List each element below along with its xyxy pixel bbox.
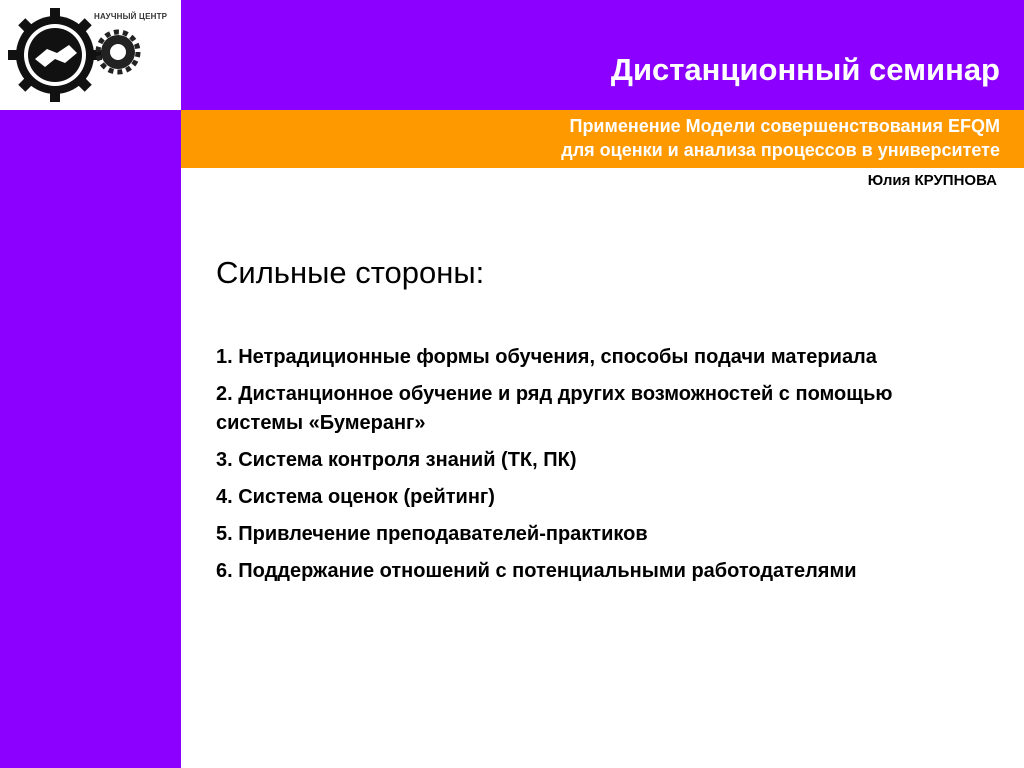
author-name: Юлия КРУПНОВА: [867, 172, 997, 189]
list-item: 2. Дистанционное обучение и ряд других возможностей с помощью системы «Бумеранг»: [216, 383, 893, 434]
seminar-title: Дистанционный семинар: [610, 52, 1000, 87]
section-heading: Сильные стороны:: [216, 255, 485, 290]
list-item: 3. Система контроля знаний (ТК, ПК): [216, 449, 577, 471]
presentation-subtitle: [561, 114, 1000, 162]
logo: [0, 0, 181, 110]
left-decor-strip: [0, 110, 181, 768]
list-item: 5. Привлечение преподавателей-практиков: [216, 523, 648, 545]
list-item: 1. Нетрадиционные формы обучения, способы подачи материала: [216, 346, 877, 368]
subtitle-line-1: Применение Модели совершенствования EFQM: [569, 116, 1000, 136]
list-item: 4. Система оценок (рейтинг): [216, 486, 495, 508]
list-item: 6. Поддержание отношений с потенциальными работодателями: [216, 560, 857, 582]
slide-content: [216, 255, 976, 594]
logo-center-label: НАУЧНЫЙ ЦЕНТР: [94, 12, 168, 21]
subtitle-line-2: для оценки и анализа процессов в университете: [561, 140, 1000, 160]
